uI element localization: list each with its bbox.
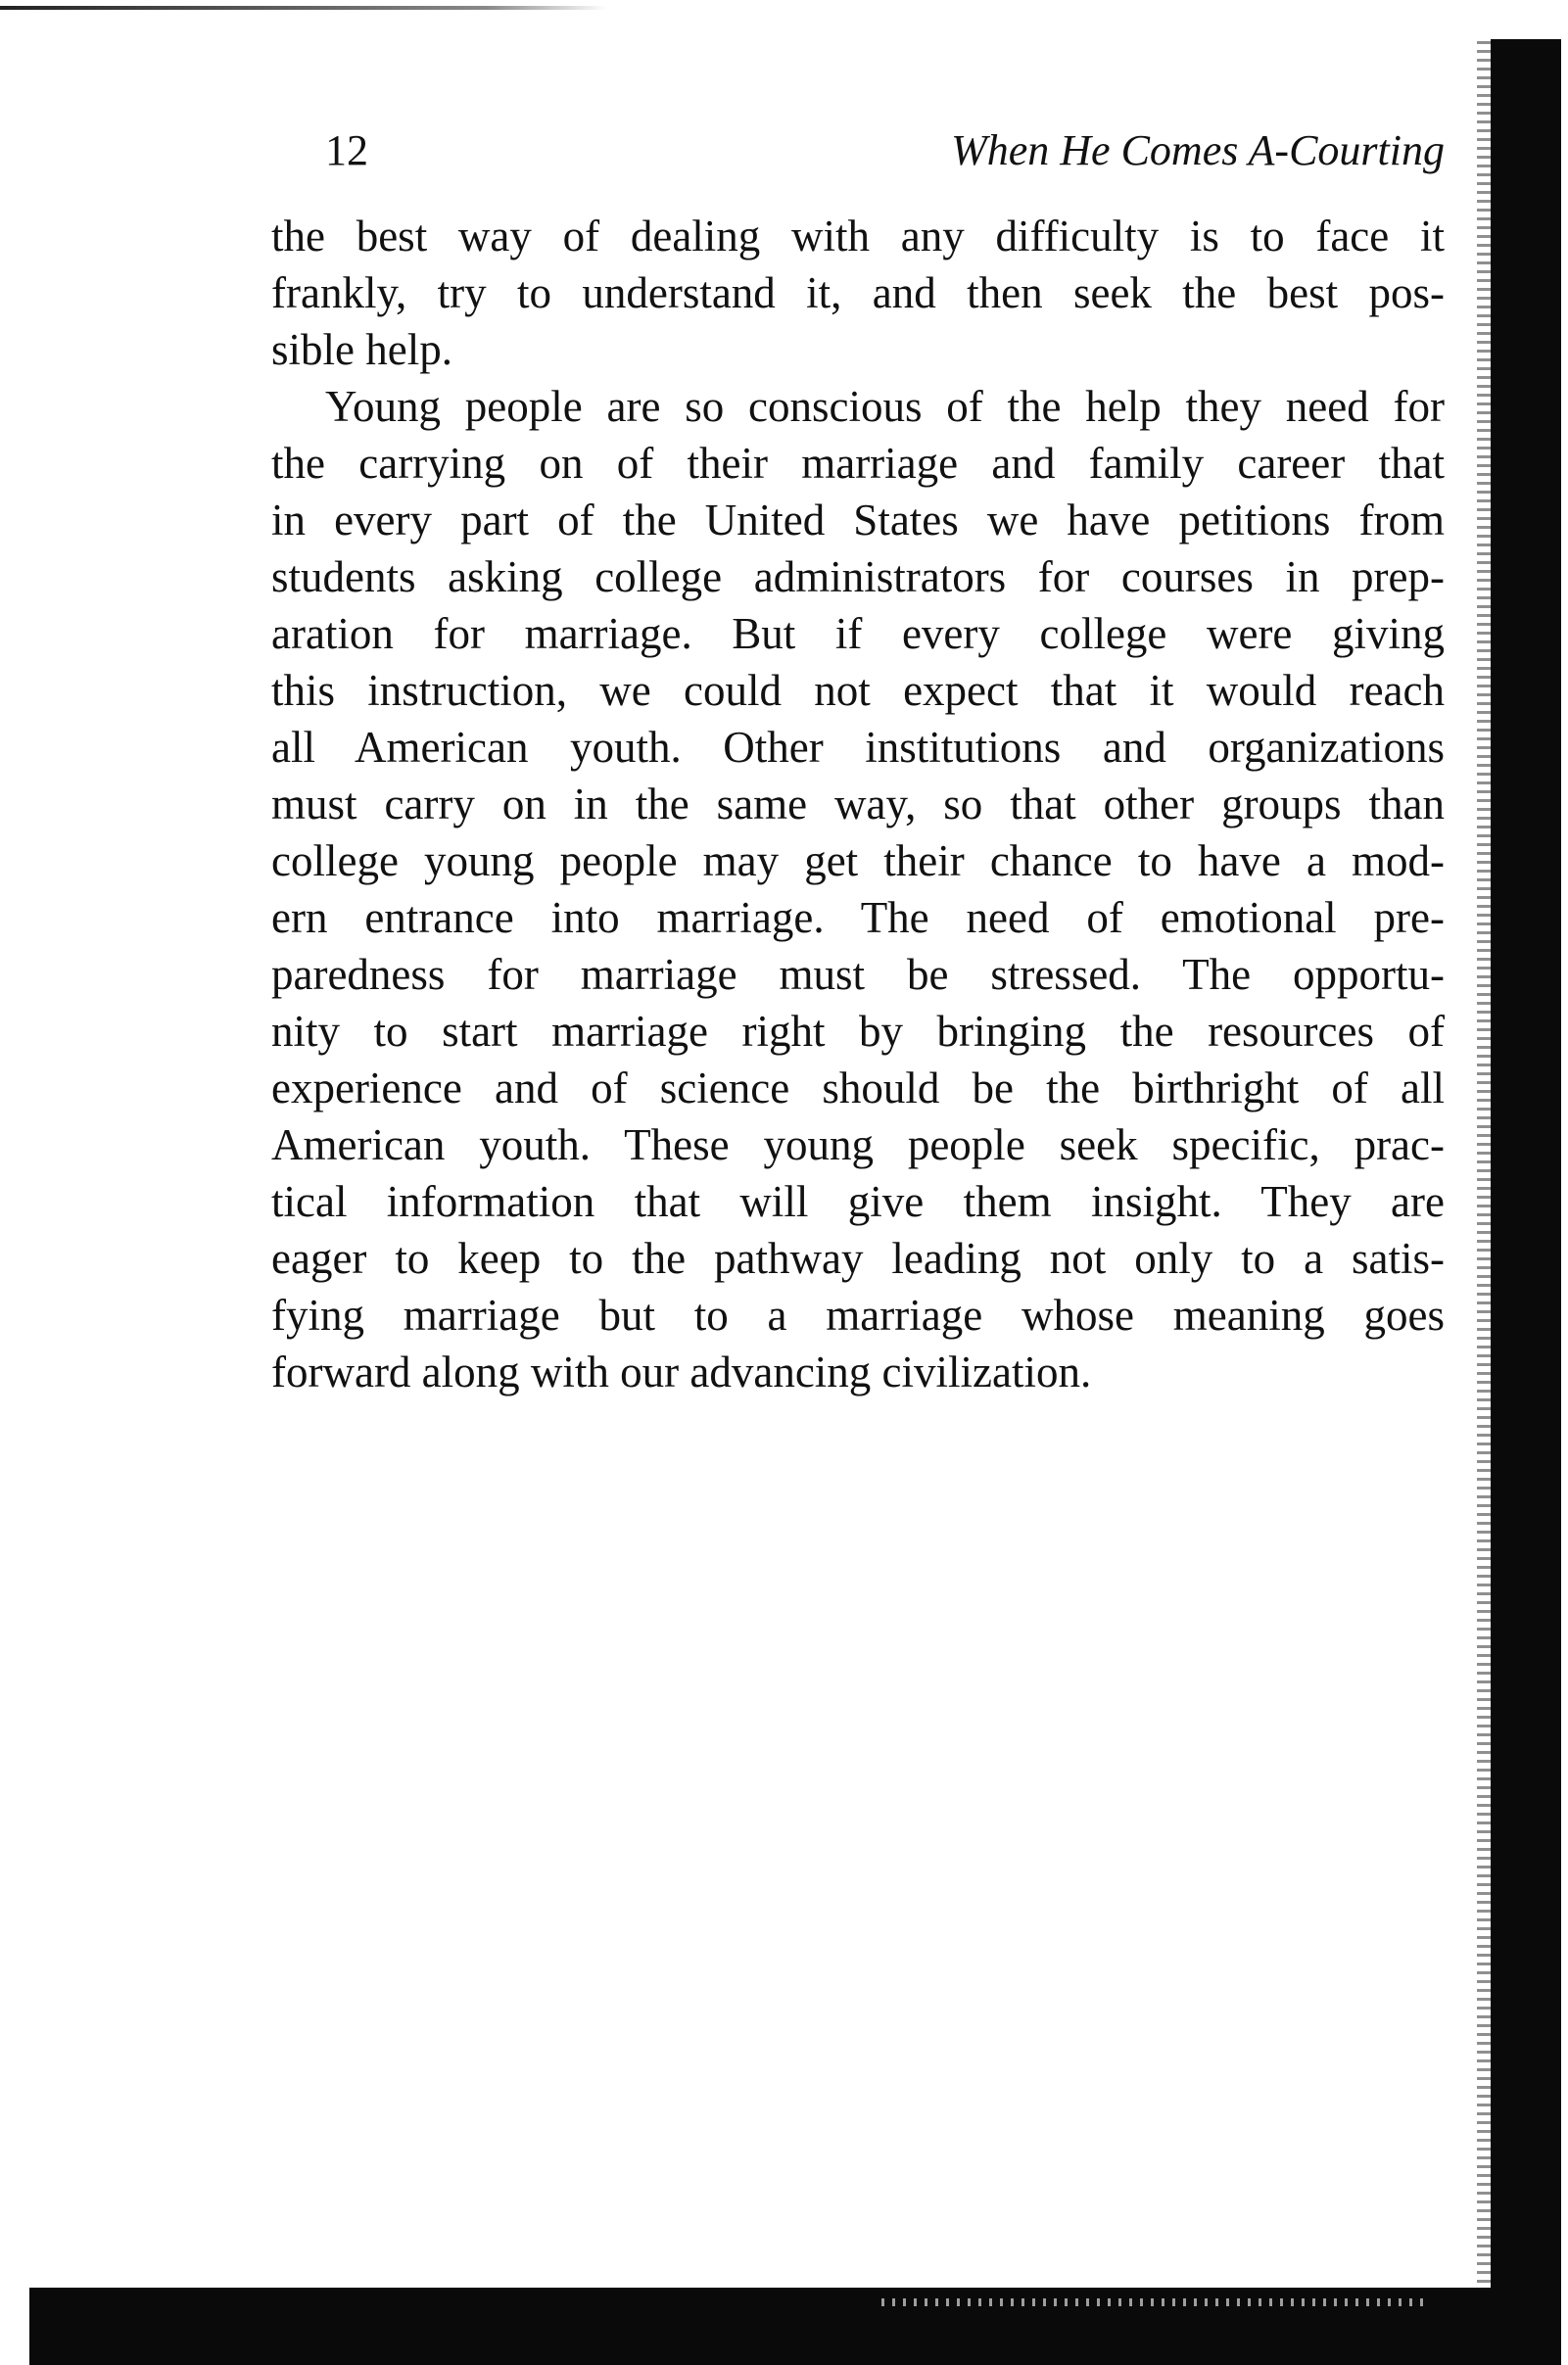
text-line: in every part of the United States we have petitions from	[271, 496, 1445, 544]
page-number: 12	[325, 126, 368, 174]
text-line: eager to keep to the pathway leading not only to a satis-	[271, 1234, 1445, 1283]
text-line-paragraph-start: Young people are so conscious of the help they need for	[325, 382, 1445, 431]
text-line: aration for marriage. But if every college were giving	[271, 609, 1445, 658]
running-title: When He Comes A-Courting	[951, 126, 1445, 174]
scan-right-edge	[1491, 39, 1561, 2365]
text-line: the carrying on of their marriage and family career that	[271, 439, 1445, 488]
text-line: this instruction, we could not expect that it would reach	[271, 666, 1445, 715]
text-line: frankly, try to understand it, and then seek the best pos-	[271, 268, 1445, 317]
text-line: ern entrance into marriage. The need of emotional pre-	[271, 893, 1445, 942]
text-line: nity to start marriage right by bringing the resources of	[271, 1007, 1445, 1056]
scan-bottom-specks	[881, 2298, 1430, 2306]
text-line: all American youth. Other institutions and organizations	[271, 723, 1445, 772]
text-line: experience and of science should be the birthright of all	[271, 1064, 1445, 1112]
text-line: students asking college administrators for courses in prep-	[271, 552, 1445, 601]
text-line: must carry on in the same way, so that other groups than	[271, 780, 1445, 828]
text-line: tical information that will give them insight. They are	[271, 1177, 1445, 1226]
text-line: paredness for marriage must be stressed. The opportu-	[271, 950, 1445, 999]
text-line: college young people may get their chance to have a mod-	[271, 836, 1445, 885]
text-line-paragraph-end: forward along with our advancing civilization.	[271, 1348, 1092, 1396]
running-header	[271, 125, 1445, 180]
text-line: American youth. These young people seek specific, prac-	[271, 1120, 1445, 1169]
body-text	[271, 208, 1445, 1400]
text-line: the best way of dealing with any difficulty is to face it	[271, 212, 1445, 260]
text-line: fying marriage but to a marriage whose meaning goes	[271, 1291, 1445, 1340]
scan-top-rule	[0, 6, 607, 10]
text-line-paragraph-end: sible help.	[271, 325, 452, 374]
